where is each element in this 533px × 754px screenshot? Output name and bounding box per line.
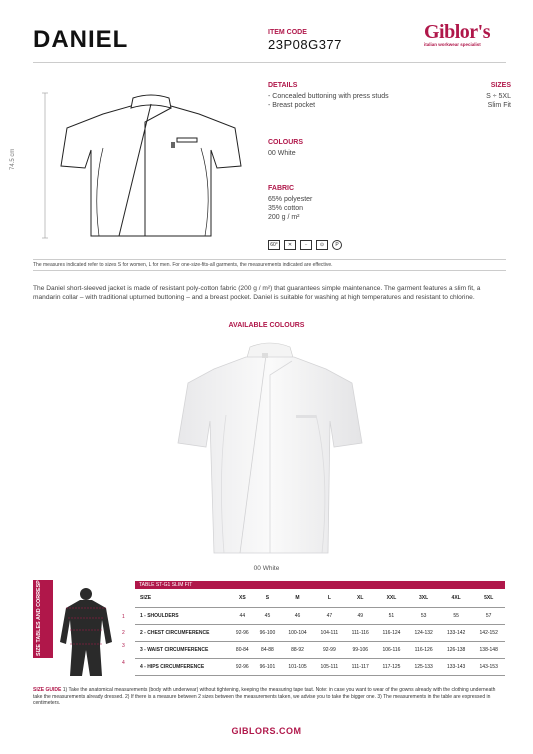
table-cell: 104-111	[314, 624, 345, 641]
table-cell: 99-106	[345, 641, 376, 658]
available-colours-heading: AVAILABLE COLOURS	[228, 322, 305, 329]
row-label: 3 - WAIST CIRCUMFERENCE	[135, 641, 231, 658]
size-guide-text: 1) Take the anatomical measurements (body with underwear) without tightening, keeping the measuring tape taut. Note: in case you want to wear of the gowns already with the clothing underneath take the measurements already dressed. 2) If there is a measure between 2 sizes between the measurements taken, we advise you to take the bigger one. 3) The measurements in the table are expressed in centimeters.	[33, 687, 496, 706]
table-cell: 125-133	[407, 658, 440, 675]
table-cell: 57	[472, 607, 505, 624]
column-header: SIZE	[135, 590, 231, 607]
column-header: 4XL	[440, 590, 473, 607]
table-cell: 96-100	[254, 624, 282, 641]
logo-wordmark: Giblor's	[424, 21, 491, 43]
column-header: L	[314, 590, 345, 607]
table-cell: 88-92	[281, 641, 314, 658]
table-row	[135, 607, 505, 624]
colours-heading: COLOURS	[268, 139, 303, 146]
table-cell: 92-99	[314, 641, 345, 658]
column-header: XS	[231, 590, 254, 607]
sizes-heading: SIZES	[490, 82, 511, 89]
table-cell: 46	[281, 607, 314, 624]
size-table	[135, 590, 505, 676]
fabric-line: 35% cotton	[268, 205, 304, 212]
table-cell: 106-116	[376, 641, 408, 658]
column-header: M	[281, 590, 314, 607]
table-cell: 116-124	[376, 624, 408, 641]
iron-icon: ··	[300, 240, 312, 250]
table-cell: 105-111	[314, 658, 345, 675]
row-label: 4 - HIPS CIRCUMFERENCE	[135, 658, 231, 675]
measure-marker: 4	[122, 660, 125, 666]
sizes-range: S ÷ 5XL	[486, 93, 511, 100]
care-icons	[268, 240, 342, 250]
height-dimension: 74.5 cm	[10, 148, 16, 170]
table-cell: 116-126	[407, 641, 440, 658]
table-cell: 138-148	[472, 641, 505, 658]
size-guide	[33, 687, 503, 707]
table-cell: 92-96	[231, 624, 254, 641]
size-tables-sidebar-label: SIZE TABLES AND CORRESPONDENCES	[36, 549, 42, 656]
column-header: 5XL	[472, 590, 505, 607]
table-cell: 80-84	[231, 641, 254, 658]
table-row	[135, 624, 505, 641]
table-cell: 49	[345, 607, 376, 624]
item-code-label: ITEM CODE	[268, 29, 307, 36]
item-code: 23P08G377	[268, 37, 342, 52]
table-header-bar: TABLE ST-G1 SLIM FIT	[135, 581, 505, 589]
table-header-row	[135, 590, 505, 607]
product-photo[interactable]	[170, 335, 370, 560]
table-cell: 133-142	[440, 624, 473, 641]
table-cell: 117-125	[376, 658, 408, 675]
body-silhouette	[56, 586, 116, 678]
table-cell: 133-143	[440, 658, 473, 675]
table-cell: 44	[231, 607, 254, 624]
row-label: 2 - CHEST CIRCUMFERENCE	[135, 624, 231, 641]
table-cell: 143-153	[472, 658, 505, 675]
column-header: 3XL	[407, 590, 440, 607]
product-description: The Daniel short-sleeved jacket is made of resistant poly-cotton fabric (200 g / m²) that guarantees simple maintenance. The garment features a slim fit, a mandarin collar – with traditional upturned buttoning – and a breast pocket. Daniel is suitable for washing at high temperatures and resistant to chlorine.	[33, 285, 481, 301]
colour-value: 00 White	[268, 150, 296, 157]
table-cell: 45	[254, 607, 282, 624]
table-cell: 92-96	[231, 658, 254, 675]
table-cell: 84-88	[254, 641, 282, 658]
photo-caption: 00 White	[253, 565, 280, 572]
spec-divider	[33, 259, 506, 260]
measure-marker: 3	[122, 643, 125, 649]
table-cell: 51	[376, 607, 408, 624]
footer-website-link[interactable]: GIBLORS.COM	[231, 726, 302, 736]
table-cell: 126-138	[440, 641, 473, 658]
fabric-heading: FABRIC	[268, 185, 295, 192]
table-cell: 101-105	[281, 658, 314, 675]
table-cell: 55	[440, 607, 473, 624]
no-bleach-icon: ✕	[284, 240, 296, 250]
table-row	[135, 658, 505, 675]
size-guide-label: SIZE GUIDE	[33, 687, 62, 693]
page-title: DANIEL	[33, 26, 129, 53]
table-row	[135, 641, 505, 658]
header-divider	[33, 62, 506, 63]
table-cell: 100-104	[281, 624, 314, 641]
fabric-line: 65% polyester	[268, 196, 313, 203]
column-header: XL	[345, 590, 376, 607]
note-divider	[33, 270, 506, 271]
table-cell: 111-117	[345, 658, 376, 675]
column-header: S	[254, 590, 282, 607]
column-header: XXL	[376, 590, 408, 607]
details-line: - Concealed buttoning with press studs	[268, 93, 389, 100]
tumble-dry-icon: ⊙	[316, 240, 328, 250]
table-cell: 111-116	[345, 624, 376, 641]
sizes-fit: Slim Fit	[487, 102, 511, 109]
table-cell: 142-152	[472, 624, 505, 641]
measure-marker: 1	[122, 614, 125, 620]
details-line: - Breast pocket	[268, 102, 316, 109]
table-cell: 124-132	[407, 624, 440, 641]
measures-note: The measures indicated refer to sizes S for women, L for men. For one-size-fits-all garments, the measurements indicated are effective.	[33, 262, 333, 268]
size-tables-sidebar	[33, 549, 53, 658]
fabric-line: 200 g / m²	[268, 214, 300, 221]
wash-60-icon: 60°	[268, 240, 280, 250]
dry-clean-p-icon: P	[332, 240, 342, 250]
details-heading: DETAILS	[268, 82, 298, 89]
table-cell: 96-101	[254, 658, 282, 675]
garment-technical-drawing	[33, 88, 258, 248]
table-cell: 47	[314, 607, 345, 624]
measure-marker: 2	[122, 630, 125, 636]
table-cell: 53	[407, 607, 440, 624]
logo-tagline: italian workwear specialist	[424, 42, 481, 47]
row-label: 1 - SHOULDERS	[135, 607, 231, 624]
brand-logo[interactable]	[424, 21, 510, 47]
